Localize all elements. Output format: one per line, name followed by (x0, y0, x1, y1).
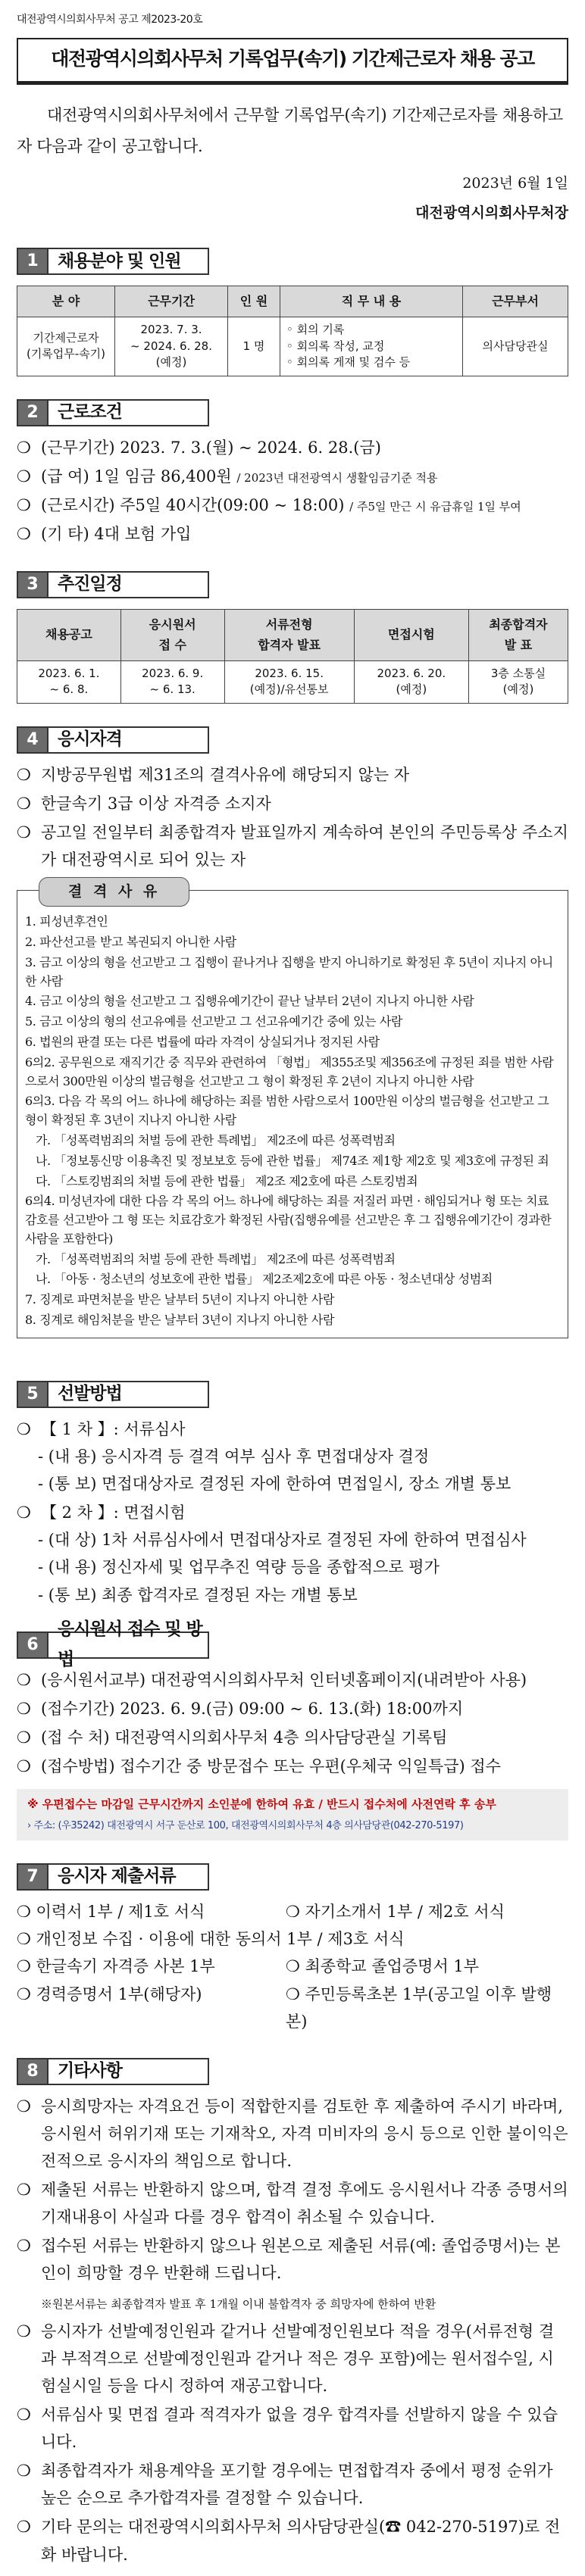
list-item (17, 761, 568, 788)
selection-item (17, 1470, 568, 1497)
disqualification-item: 2. 파산선고를 받고 복권되지 아니한 사람 (25, 934, 236, 949)
disqualification-item: 6. 법원의 판결 또는 다른 법률에 따라 자격이 상실되거나 정지된 사람 (25, 1034, 380, 1049)
table-header: 채용공고 (17, 609, 121, 660)
disqualification-item: 나. 「정보통신망 이용촉진 및 정보보호 등에 관한 법률」 제74조 제1항 제2호 및 제3호에 규정된 죄 (36, 1153, 549, 1168)
duty-item: ◦ 회의록 작성, 교정 (286, 339, 385, 353)
table-cell: 3층 소통실 (예정) (468, 660, 568, 704)
table-header: 인 원 (228, 286, 280, 317)
bullet-mark: ❍ (17, 1670, 31, 1689)
list-item (17, 2401, 568, 2456)
qualifications-list (17, 761, 568, 873)
disqualification-item: 6의3. 다음 각 목의 어느 하나에 해당하는 죄를 범한 사람으로서 100만원 이상의 벌금형을 선고받고 그 형이 확정된 후 3년이 지나지 아니한 사람 (25, 1094, 549, 1128)
disqualification-item: 8. 징계로 해임처분을 받은 날부터 3년이 지나지 아니한 사람 (25, 1313, 335, 1328)
section-number: 4 (17, 726, 48, 754)
conditions-list (17, 434, 568, 548)
table-cell: 2023. 6. 15. (예정)/유선통보 (224, 660, 354, 704)
duty-item: ◦ 회의 기록 (286, 322, 345, 336)
selection-text: - (통 보) 최종 합격자로 결정된 자는 개별 통보 (38, 1585, 358, 1604)
list-text: ※원본서류는 최종합격자 발표 후 1개월 이내 불합격자 중 희망자에 한하여 반환 (41, 2297, 436, 2311)
bullet-mark: ❍ (17, 467, 31, 486)
document-item: ❍ 개인정보 수집 · 이용에 대한 동의서 1부 / 제3호 서식 (17, 1930, 405, 1949)
disqualification-item: 6의4. 미성년자에 대한 다음 각 목의 어느 하나에 해당하는 죄를 저질러 파면 · 해임되거나 형 또는 치료감호를 선고받아 그 형 또는 치료감호가 확정된 사람(집행유예를 선고받은 후 그 집행유예기간이 경과한 사람을 포함한다) (25, 1194, 552, 1246)
misc-list (17, 2093, 568, 2568)
list-item (17, 2513, 568, 2568)
section-title: 기타사항 (48, 2058, 209, 2085)
list-item (17, 1753, 568, 1780)
postal-notice-box (17, 1789, 568, 1841)
section-title: 응시원서 접수 및 방법 (48, 1631, 209, 1659)
bullet-mark: ❍ (17, 823, 31, 842)
section-header-4 (17, 726, 568, 754)
disqualification-box (17, 883, 568, 1338)
section-title: 근로조건 (48, 399, 209, 426)
list-text: (급 여) 1일 임금 86,400원 (41, 467, 237, 486)
selection-item (17, 1526, 568, 1553)
document-row (17, 1953, 568, 1980)
list-text: 서류심사 및 면접 결과 적격자가 없을 경우 합격자를 선발하지 않을 수 있습니다. (41, 2405, 558, 2452)
list-text: (접수방법) 접수기간 중 방문접수 또는 우편(우체국 익일특급) 접수 (41, 1756, 501, 1775)
recruit-table (17, 286, 568, 376)
list-item (17, 819, 568, 873)
list-item (17, 492, 568, 519)
bullet-mark: ❍ (17, 2097, 31, 2115)
list-text: 최종합격자가 채용계약을 포기할 경우에는 면접합격자 중에서 평정 순위가 높은 순으로 추가합격자를 결정할 수 있습니다. (41, 2462, 553, 2508)
disqualification-tag: 결 격 사 유 (39, 877, 189, 907)
document-item: ❍ 경력증명서 1부(해당자) (17, 1984, 202, 2003)
schedule-table (17, 609, 568, 704)
selection-text: - (내 용) 정신자세 및 업무추진 역량 등을 종합적으로 평가 (38, 1558, 440, 1577)
list-text: (접수기간) 2023. 6. 9.(금) 09:00 ~ 6. 13.(화) 18:00까지 (41, 1699, 464, 1718)
list-item (17, 2318, 568, 2400)
disqualification-item: 4. 금고 이상의 형을 선고받고 그 집행유예기간이 끝난 날부터 2년이 지나지 아니한 사람 (25, 994, 474, 1009)
selection-item (17, 1443, 568, 1470)
selection-item (17, 1553, 568, 1581)
document-item: ❍ 최종학교 졸업증명서 1부 (286, 1957, 480, 1976)
application-list (17, 1666, 568, 1780)
document-row (17, 1981, 568, 2035)
bullet-mark: ❍ (17, 1756, 31, 1775)
list-item (17, 790, 568, 817)
disqualification-item: 나. 「아동 · 청소년의 성보호에 관한 법률」 제2조제2호에 따른 아동 · 청소년대상 성범죄 (36, 1272, 493, 1287)
document-item: ❍ 자기소개서 1부 / 제2호 서식 (286, 1903, 505, 1922)
postal-notice: ※ 우편접수는 마감일 근무시간까지 소인분에 한하여 유효 / 반드시 접수처에 사전연락 후 송부 (27, 1797, 496, 1812)
section-title: 추진일정 (48, 571, 209, 598)
selection-text: 【 1 차 】: 서류심사 (41, 1419, 186, 1438)
cell-count: 1 명 (228, 317, 280, 376)
list-text: (응시원서교부) 대전광역시의회사무처 인터넷홈페이지(내려받아 사용) (41, 1670, 527, 1689)
bullet-mark: ❍ (17, 496, 31, 515)
section-title: 선발방법 (48, 1381, 209, 1408)
postal-address: › 주소: (우35242) 대전광역시 서구 둔산로 100, 대전광역시의회사무처 4층 의사담당관(042-270-5197) (27, 1819, 464, 1831)
list-text: (근무기간) 2023. 7. 3.(월) ~ 2024. 6. 28.(금) (41, 439, 381, 457)
announcement-date: 2023년 6월 1일 (462, 174, 568, 192)
list-item (17, 520, 568, 548)
sender: 대전광역시의회사무처장 (415, 204, 568, 221)
selection-text: 【 2 차 】: 면접시험 (41, 1503, 186, 1522)
selection-text: - (통 보) 면접대상자로 결정된 자에 한하여 면접일시, 장소 개별 통보 (38, 1475, 511, 1494)
list-item (17, 463, 568, 490)
selection-list (17, 1416, 568, 1609)
bullet-mark: ❍ (17, 2518, 31, 2537)
list-item (17, 2457, 568, 2512)
list-item (17, 1666, 568, 1694)
selection-text: - (내 용) 응시자격 등 결격 여부 심사 후 면접대상자 결정 (38, 1447, 430, 1466)
table-cell: 2023. 6. 1. ~ 6. 8. (17, 660, 121, 704)
list-note: / 2023년 대전광역시 생활임금기준 적용 (236, 471, 438, 486)
selection-text: - (대 상) 1차 서류심사에서 면접대상자로 결정된 자에 한하여 면접심사 (38, 1531, 527, 1550)
disqualification-item: 가. 「성폭력범죄의 처벌 등에 관한 특례법」 제2조에 따른 성폭력범죄 (36, 1251, 396, 1266)
section-number: 2 (17, 399, 48, 426)
bullet-mark: ❍ (17, 1419, 31, 1438)
page-title: 대전광역시의회사무처 기록업무(속기) 기간제근로자 채용 공고 (17, 38, 568, 85)
list-item (17, 434, 568, 461)
bullet-mark: ❍ (17, 2237, 31, 2256)
disqualification-item: 5. 금고 이상의 형의 선고유예를 선고받고 그 선고유예기간 중에 있는 사람 (25, 1014, 402, 1029)
list-item (17, 2176, 568, 2231)
disqualification-item: 1. 피성년후견인 (25, 914, 108, 929)
list-text: (근로시간) 주5일 40시간(09:00 ~ 18:00) (41, 496, 350, 515)
cell-field: 기간제근로자 (기록업무-속기) (17, 317, 115, 376)
list-text: 지방공무원법 제31조의 결격사유에 해당되지 않는 자 (41, 766, 410, 785)
disqualification-item: 3. 금고 이상의 형을 선고받고 그 집행이 끝나거나 집행을 받지 아니하기로 확정된 후 5년이 지나지 아니한 사람 (25, 954, 553, 988)
list-item (17, 2093, 568, 2175)
disqualification-item: 7. 징계로 파면처분을 받은 날부터 5년이 지나지 아니한 사람 (25, 1292, 335, 1307)
list-text: 접수된 서류는 반환하지 않으나 원본으로 제출된 서류(예: 졸업증명서)는 본인이 희망할 경우 반환해 드립니다. (41, 2237, 561, 2283)
bullet-mark: ❍ (17, 1728, 31, 1747)
section-title: 채용분야 및 인원 (48, 248, 209, 275)
bullet-mark: ❍ (17, 795, 31, 813)
document-item: ❍ 이력서 1부 / 제1호 서식 (17, 1903, 205, 1922)
section-header-2 (17, 399, 568, 426)
section-number: 1 (17, 248, 48, 275)
list-item (17, 2232, 568, 2287)
selection-item (17, 1416, 568, 1443)
section-number: 8 (17, 2058, 48, 2085)
bullet-mark: ❍ (17, 2181, 31, 2200)
table-cell: 2023. 6. 9. ~ 6. 13. (120, 660, 224, 704)
section-number: 7 (17, 1863, 48, 1891)
section-number: 3 (17, 571, 48, 598)
disqualification-item: 가. 「성폭력범죄의 처벌 등에 관한 특례법」 제2조에 따른 성폭력범죄 (36, 1132, 396, 1147)
list-item (17, 1695, 568, 1722)
document-item: ❍ 주민등록초본 1부(공고일 이후 발행본) (286, 1984, 552, 2031)
documents-list (17, 1898, 568, 2035)
list-item (17, 1724, 568, 1751)
cell-period: 2023. 7. 3. ~ 2024. 6. 28. (예정) (115, 317, 228, 376)
section-header-3 (17, 571, 568, 598)
table-header: 근무기간 (115, 286, 228, 317)
table-header: 서류전형 합격자 발표 (224, 609, 354, 660)
section-header-5 (17, 1381, 568, 1408)
section-header-7 (17, 1863, 568, 1891)
bullet-mark: ❍ (17, 1503, 31, 1522)
list-text: (접 수 처) 대전광역시의회사무처 4층 의사담당관실 기록팀 (41, 1728, 448, 1747)
bullet-mark: ❍ (17, 439, 31, 457)
list-note: / 주5일 만근 시 유급휴일 1일 부여 (349, 500, 521, 514)
bullet-mark: ❍ (17, 766, 31, 785)
section-number: 5 (17, 1381, 48, 1408)
cell-duties (280, 317, 463, 376)
cell-dept: 의사담당관실 (463, 317, 568, 376)
table-header: 응시원서 접 수 (120, 609, 224, 660)
table-header: 면접시험 (354, 609, 468, 660)
section-title: 응시자격 (48, 726, 209, 754)
table-header: 근무부서 (463, 286, 568, 317)
section-number: 6 (17, 1631, 48, 1659)
section-header-6 (17, 1619, 568, 1669)
bullet-mark: ❍ (17, 525, 31, 544)
list-text: 기타 문의는 대전광역시의회사무처 의사담당관실(☎ 042-270-5197)로 전화 바랍니다. (41, 2518, 561, 2564)
document-row (17, 1925, 568, 1953)
document-item: ❍ 한글속기 자격증 사본 1부 (17, 1957, 215, 1976)
section-title: 응시자 제출서류 (48, 1863, 209, 1891)
list-text: 응시자가 선발예정인원과 같거나 선발예정인원보다 적을 경우(서류전형 결과 부적격으로 선발예정인원과 같거나 적은 경우 포함)에는 원서접수일, 시험실시일 등을 다시 정하여 재공고합니다. (41, 2322, 555, 2395)
table-header: 최종합격자 발 표 (468, 609, 568, 660)
table-header: 직 무 내 용 (280, 286, 463, 317)
bullet-mark: ❍ (17, 1699, 31, 1718)
selection-item (17, 1582, 568, 1609)
document-row (17, 1898, 568, 1925)
list-text: 응시희망자는 자격요건 등이 적합한지를 검토한 후 제출하여 주시기 바라며, 응시원서 허위기재 또는 기재착오, 자격 미비자의 응시 등으로 인한 불이익은 전적으로 응시자의 책임으로 합니다. (41, 2097, 568, 2170)
list-text: 공고일 전일부터 최종합격자 발표일까지 계속하여 본인의 주민등록상 주소지가 대전광역시로 되어 있는 자 (41, 823, 568, 870)
list-item (17, 2289, 568, 2316)
disqualification-list (25, 913, 560, 1330)
document-number: 대전광역시의회사무처 공고 제2023-20호 (17, 14, 203, 26)
duty-item: ◦ 회의록 게재 및 검수 등 (286, 355, 411, 370)
list-text: 제출된 서류는 반환하지 않으며, 합격 결정 후에도 응시원서나 각종 증명서의 기재내용이 사실과 다를 경우 합격이 취소될 수 있습니다. (41, 2181, 568, 2227)
section-header-8 (17, 2058, 568, 2085)
section-header-1 (17, 248, 568, 275)
table-header: 분 야 (17, 286, 115, 317)
selection-item (17, 1499, 568, 1526)
disqualification-item: 다. 「스토킹범죄의 처벌 등에 관한 법률」 제2조 제2호에 따른 스토킹범죄 (36, 1173, 418, 1188)
list-text: (기 타) 4대 보험 가입 (41, 525, 192, 544)
list-text: 한글속기 3급 이상 자격증 소지자 (41, 795, 271, 813)
bullet-mark: ❍ (17, 2322, 31, 2340)
bullet-mark: ❍ (17, 2405, 31, 2424)
intro-paragraph: 대전광역시의회사무처에서 근무할 기록업무(속기) 기간제근로자를 채용하고자 다음과 같이 공고합니다. (17, 106, 563, 156)
table-cell: 2023. 6. 20. (예정) (354, 660, 468, 704)
bullet-mark: ❍ (17, 2462, 31, 2481)
disqualification-item: 6의2. 공무원으로 재직기간 중 직무와 관련하여 「형법」 제355조및 제356조에 규정된 죄를 범한 사람으로서 300만원 이상의 벌금형을 선고받고 그 형이 확정된 후 2년이 지나지 아니한 사람 (25, 1054, 554, 1088)
